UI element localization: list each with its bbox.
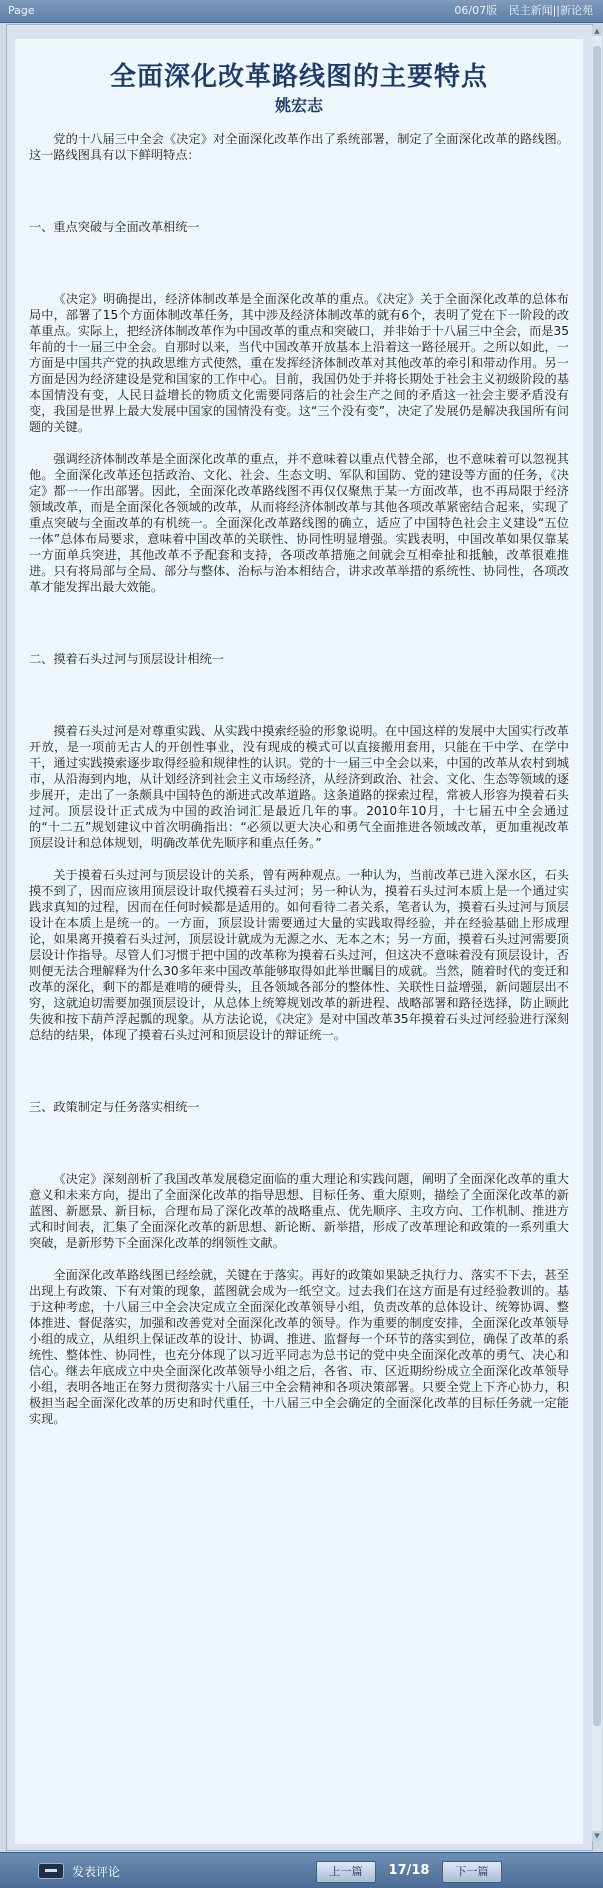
top-bar: [0, 0, 603, 23]
next-article-button[interactable]: 下一篇: [442, 1861, 502, 1883]
paragraph: 《决定》明确提出，经济体制改革是全面深化改革的重点。《决定》关于全面深化改革的总体布局中，部署了15个方面体制改革任务，其中涉及经济体制改革的就有6个，表明了党在下一阶段的改革重点。实际上，把经济体制改革作为中国改革的重点和突破口，并非始于十八届三中全会，而是35年前的十一届三中全会。自那时以来，当代中国改革开放基本上沿着这一路径展开。之所以如此，一方面是中国共产党的执政思维方式使然，重在发挥经济体制改革对其他改革的牵引和带动作用。另一方面是因为经济建设是党和国家的工作中心。目前，我国仍处于并将长期处于社会主义初级阶段的基本国情没有变，人民日益增长的物质文化需要同落后的社会生产之间的矛盾这一社会主要矛盾没有变，我国是世界上最大发展中国家的国情没有变。这“三个没有变”，决定了发展仍是解决我国所有问题的关键。: [29, 292, 569, 434]
article-content: [15, 39, 583, 1844]
article-title: 全面深化改革路线图的主要特点: [109, 62, 488, 92]
scroll-down-arrow-icon[interactable]: ▼: [592, 1831, 602, 1841]
section-heading-1: 一、重点突破与全面改革相统一: [29, 220, 200, 234]
paragraph: 《决定》深刻剖析了我国改革发展稳定面临的重大理论和实践问题，阐明了全面深化改革的重大意义和未来方向，提出了全面深化改革的指导思想、目标任务、重大原则，描绘了全面深化改革的新蓝图、新愿景、新目标，合理布局了深化改革的战略重点、优先顺序、主攻方向、工作机制、推进方式和时间表，汇集了全面深化改革的新思想、新论断、新举措，形成了改革理论和政策的一系列重大突破，是新形势下全面深化改革的纲领性文献。: [29, 1172, 569, 1250]
post-comment-label: 发表评论: [72, 1864, 121, 1879]
scroll-up-arrow-icon[interactable]: ▲: [592, 26, 602, 36]
paragraph: 全面深化改革路线图已经绘就，关键在于落实。再好的政策如果缺乏执行力、落实不下去，甚至出现上有政策、下有对策的现象，蓝图就会成为一纸空文。过去我们在这方面是有过经验教训的。基于这种考虑，十八届三中全会决定成立全面深化改革领导小组，负责改革的总体设计、统筹协调、整体推进、督促落实，加强和改善党对全面深化改革的领导。作为重要的制度安排，全面深化改革领导小组的成立，从组织上保证改革的设计、协调、推进、监督每一个环节的落实到位，确保了改革的系统性、整体性、协同性，也充分体现了以习近平同志为总书记的党中央全面深化改革的勇气、决心和信心。继去年底成立中央全面深化改革领导小组之后，各省、市、区近期纷纷成立全面深化改革领导小组，表明各地正在努力贯彻落实十八届三中全会精神和各项决策部署。只要全党上下齐心协力，积极担当起全面深化改革的历史和时代重任，十八届三中全会确定的全面深化改革的目标任务就一定能实现。: [29, 1268, 569, 1426]
comment-icon: [38, 1863, 64, 1879]
site-name[interactable]: 民主新闻||新论苑: [508, 4, 593, 17]
issue-info: [446, 0, 593, 22]
page-counter: 17/18: [388, 1863, 430, 1878]
bottom-bar: [0, 1852, 603, 1888]
page-label: Page: [8, 4, 35, 17]
section-heading-3: 三、政策制定与任务落实相统一: [29, 1100, 200, 1114]
previous-article-button[interactable]: 上一篇: [316, 1861, 376, 1883]
section-heading-2: 二、摸着石头过河与顶层设计相统一: [29, 652, 224, 666]
article-intro: 党的十八届三中全会《决定》对全面深化改革作出了系统部署，制定了全面深化改革的路线图。这一路线图具有以下鲜明特点：: [29, 132, 569, 162]
scrollbar[interactable]: [592, 26, 602, 1841]
paragraph: 关于摸着石头过河与顶层设计的关系，曾有两种观点。一种认为，当前改革已进入深水区，石头摸不到了，因而应该用顶层设计取代摸着石头过河；另一种认为，摸着石头过河本质上是一个通过实践求真知的过程，因而在任何时候都是适用的。如何看待二者关系，笔者认为，摸着石头过河与顶层设计在本质上是统一的。一方面，顶层设计需要通过大量的实践取得经验，并在经验基础上形成理论，如果离开摸着石头过河，顶层设计就成为无源之水、无本之木；另一方面，摸着石头过河需要顶层设计作指导。尽管人们习惯于把中国的改革称为摸着石头过河，但这决不意味着没有顶层设计，否则便无法合理解释为什么30多年来中国改革能够取得如此举世瞩目的成就。当然，随着时代的变迁和改革的深化，剩下的都是难啃的硬骨头，且各领域各部分的整体性、关联性日益增强，新问题层出不穷，这就迫切需要加强顶层设计，从总体上统筹规划改革的新进程、战略部署和路径选择，防止顾此失彼和按下葫芦浮起瓢的现象。从方法论说，《决定》是对中国改革35年摸着石头过河经验进行深刻总结的结果，体现了摸着石头过河和顶层设计的辩证统一。: [29, 868, 569, 1042]
article-author: 姚宏志: [274, 96, 323, 115]
article-frame: [6, 24, 593, 1851]
post-comment-button[interactable]: [38, 1862, 120, 1880]
paragraph: 强调经济体制改革是全面深化改革的重点，并不意味着以重点代替全部，也不意味着可以忽视其他。全面深化改革还包括政治、文化、社会、生态文明、军队和国防、党的建设等方面的任务，《决定》都一一作出部署。因此，全面深化改革路线图不再仅仅聚焦于某一方面改革，也不再局限于经济领域改革，而是全面深化各领域的改革，从而将经济体制改革与其他各项改革紧密结合起来，实现了重点突破与全面改革的有机统一。全面深化改革路线图的确立，适应了中国特色社会主义建设“五位一体”总体布局要求，意味着中国改革的关联性、协同性明显增强。实践表明，中国改革如果仅靠某一方面单兵突进，其他改革不予配套和支持，各项改革措施之间就会互相牵扯和抵触，改革很难推进。只有将局部与全局、部分与整体、治标与治本相结合，讲求改革举措的系统性、协同性，各项改革才能发挥出最大效能。: [29, 452, 569, 594]
scroll-thumb[interactable]: [593, 46, 601, 1726]
issue-number: 06/07版: [454, 4, 498, 17]
paragraph: 摸着石头过河是对尊重实践、从实践中摸索经验的形象说明。在中国这样的发展中大国实行改革开放，是一项前无古人的开创性事业，没有现成的模式可以直接搬用套用，只能在干中学、在学中干，通过实践摸索逐步取得经验和规律性的认识。党的十一届三中全会以来，中国的改革从农村到城市，从沿海到内地，从计划经济到社会主义市场经济，从经济到政治、社会、文化、生态等领域的逐步展开，走出了一条颇具中国特色的渐进式改革道路。这条道路的探索过程，常被人形容为摸着石头过河。顶层设计正式成为中国的政治词汇是最近几年的事。2010年10月，十七届五中全会通过的“十二五”规划建议中首次明确指出：“必须以更大决心和勇气全面推进各领域改革，更加重视改革顶层设计和总体规划，明确改革优先顺序和重点任务。”: [29, 724, 569, 850]
